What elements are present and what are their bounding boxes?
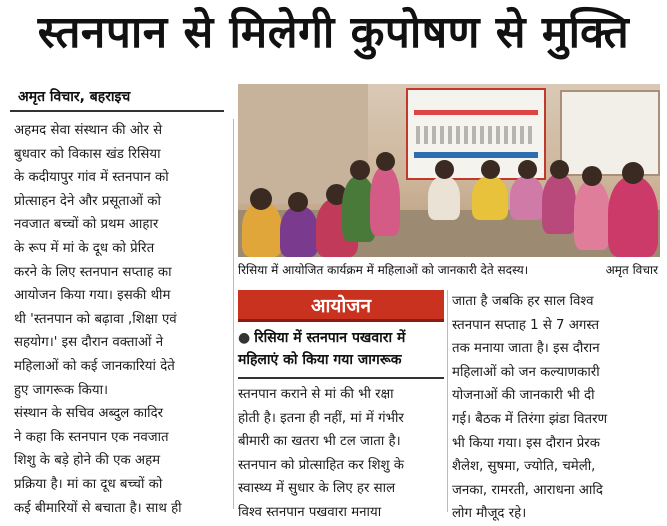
article-line: शिशु के बड़े होने की एक अहम bbox=[14, 453, 161, 469]
column-divider bbox=[233, 119, 234, 509]
article-line: जाता है जबकि हर साल विश्व bbox=[452, 294, 594, 309]
news-photo bbox=[238, 84, 660, 257]
article-line: तक मनाया जाता है। इस दौरान bbox=[452, 341, 600, 357]
article-line: विश्व स्तनपान पखवारा मनाया bbox=[238, 504, 382, 520]
photo-caption bbox=[238, 258, 660, 282]
article-line: हुए जागरूक किया। bbox=[14, 382, 109, 398]
article-column-1 bbox=[14, 119, 232, 520]
dateline: अमृत विचार, बहराइच bbox=[18, 89, 131, 105]
article-line: स्वास्थ्य में सुधार के लिए हर साल bbox=[238, 481, 396, 497]
article-line: स्तनपान को प्रोत्साहित कर शिशु के bbox=[238, 457, 405, 473]
article-line: स्तनपान सप्ताह 1 से 7 अगस्त bbox=[452, 317, 600, 333]
article-line: होती है। इतना ही नहीं, मां में गंभीर bbox=[238, 410, 404, 426]
article-line: प्रोत्साहन देने और प्रसूताओं को bbox=[14, 193, 161, 209]
article-line: जनका, रामरती, आराधना आदि bbox=[452, 482, 603, 498]
article-line: बीमारी का खतरा भी टल जाता है। bbox=[238, 434, 401, 450]
article-line: के कदीयापुर गांव में स्तनपान को bbox=[14, 170, 169, 186]
article-line: शैलेश, सुषमा, ज्योति, चमेली, bbox=[452, 459, 596, 475]
article-line: योजनाओं की जानकारी भी दी bbox=[452, 388, 595, 404]
article-line: आयोजन किया गया। इसकी थीम bbox=[14, 288, 171, 304]
article-line: कई बीमारियों से बचाता है। साथ ही bbox=[14, 500, 182, 516]
article-column-3 bbox=[452, 290, 662, 526]
photo-credit: अमृत विचार bbox=[605, 263, 658, 277]
article-line: ने कहा कि स्तनपान एक नवजात bbox=[14, 429, 169, 445]
article-line: अहमद सेवा संस्थान की ओर से bbox=[14, 123, 163, 138]
subheadline-line-2: महिलाएं को किया गया जागरूक bbox=[238, 352, 402, 368]
article-line: के रूप में मां के दूध को प्रेरित bbox=[14, 240, 155, 256]
article-line: स्तनपान कराने से मां की भी रक्षा bbox=[238, 387, 394, 402]
column-divider-right bbox=[447, 290, 448, 512]
article-line: प्रक्रिया है। मां का दूध बच्चों को bbox=[14, 476, 163, 492]
article-line: नवजात बच्चों को प्रथम आहार bbox=[14, 217, 159, 233]
dateline-rule bbox=[10, 110, 224, 112]
section-kicker: आयोजन bbox=[238, 290, 444, 322]
article-line: करने के लिए स्तनपान सप्ताह का bbox=[14, 264, 172, 280]
article-line: थी 'स्तनपान को बढ़ावा ,शिक्षा एवं bbox=[14, 311, 177, 327]
bullet-icon: ● bbox=[238, 330, 251, 346]
article-line: भी किया गया। इस दौरान प्रेरक bbox=[452, 435, 600, 451]
article-line: बुधवार को विकास खंड रिसिया bbox=[14, 146, 161, 162]
subhead-rule bbox=[238, 377, 444, 379]
article-column-2 bbox=[238, 383, 444, 525]
article-line: लोग मौजूद रहे। bbox=[452, 506, 527, 522]
article-line: संस्थान के सचिव अब्दुल कादिर bbox=[14, 406, 164, 422]
article-line: गई। बैठक में तिरंगा झंडा वितरण bbox=[452, 411, 608, 427]
article-line: महिलाओं को जन कल्याणकारी bbox=[452, 364, 600, 380]
subheadline bbox=[238, 327, 444, 371]
article-line: महिलाओं को कई जानकारियां देते bbox=[14, 358, 175, 374]
photo-caption-text: रिसिया में आयोजित कार्यक्रम में महिलाओं को जानकारी देते सदस्य। bbox=[238, 263, 529, 277]
subheadline-line-1: रिसिया में स्तनपान पखवारा में bbox=[254, 330, 406, 346]
headline: स्तनपान से मिलेगी कुपोषण से मुक्ति bbox=[37, 7, 630, 58]
article-line: सहयोग।' इस दौरान वक्ताओं ने bbox=[14, 335, 164, 351]
